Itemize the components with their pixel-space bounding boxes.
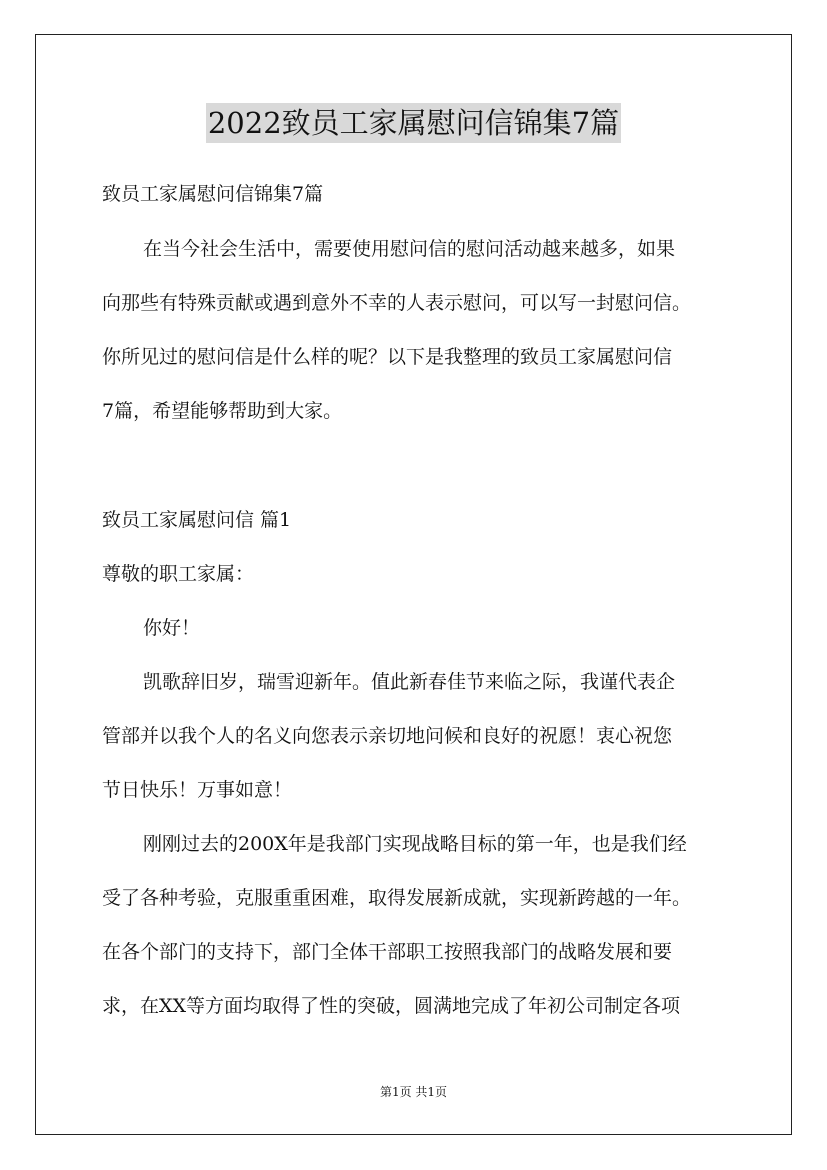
- title-container: [0, 103, 827, 143]
- paragraph2-line-4: 求，在XX等方面均取得了性的突破，圆满地完成了年初公司制定各项: [102, 995, 681, 1017]
- page-footer: 第1页 共1页: [379, 1085, 448, 1099]
- document-subtitle: 致员工家属慰问信锦集7篇: [102, 183, 324, 205]
- paragraph2-line-3: 在各个部门的支持下，部门全体干部职工按照我部门的战略发展和要: [102, 941, 673, 963]
- paragraph1-line-2: 管部并以我个人的名义向您表示亲切地问候和良好的祝愿！衷心祝您: [102, 725, 673, 747]
- greeting: 你好！: [143, 617, 201, 639]
- salutation: 尊敬的职工家属：: [102, 563, 255, 585]
- paragraph2-line-2: 受了各种考验，克服重重困难，取得发展新成就，实现新跨越的一年。: [102, 887, 692, 909]
- paragraph2-line-1: 刚刚过去的200X年是我部门实现战略目标的第一年，也是我们经: [143, 833, 687, 855]
- section-heading: 致员工家属慰问信 篇1: [102, 509, 292, 531]
- intro-line-3: 你所见过的慰问信是什么样的呢？以下是我整理的致员工家属慰问信: [102, 346, 673, 368]
- intro-line-1: 在当今社会生活中，需要使用慰问信的慰问活动越来越多，如果: [143, 238, 676, 260]
- intro-line-2: 向那些有特殊贡献或遇到意外不幸的人表示慰问，可以写一封慰问信。: [102, 292, 692, 314]
- intro-line-4: 7篇，希望能够帮助到大家。: [102, 400, 343, 422]
- paragraph1-line-3: 节日快乐！万事如意！: [102, 779, 293, 801]
- paragraph1-line-1: 凯歌辞旧岁，瑞雪迎新年。值此新春佳节来临之际，我谨代表企: [143, 671, 676, 693]
- document-title: 2022致员工家属慰问信锦集7篇: [206, 103, 621, 143]
